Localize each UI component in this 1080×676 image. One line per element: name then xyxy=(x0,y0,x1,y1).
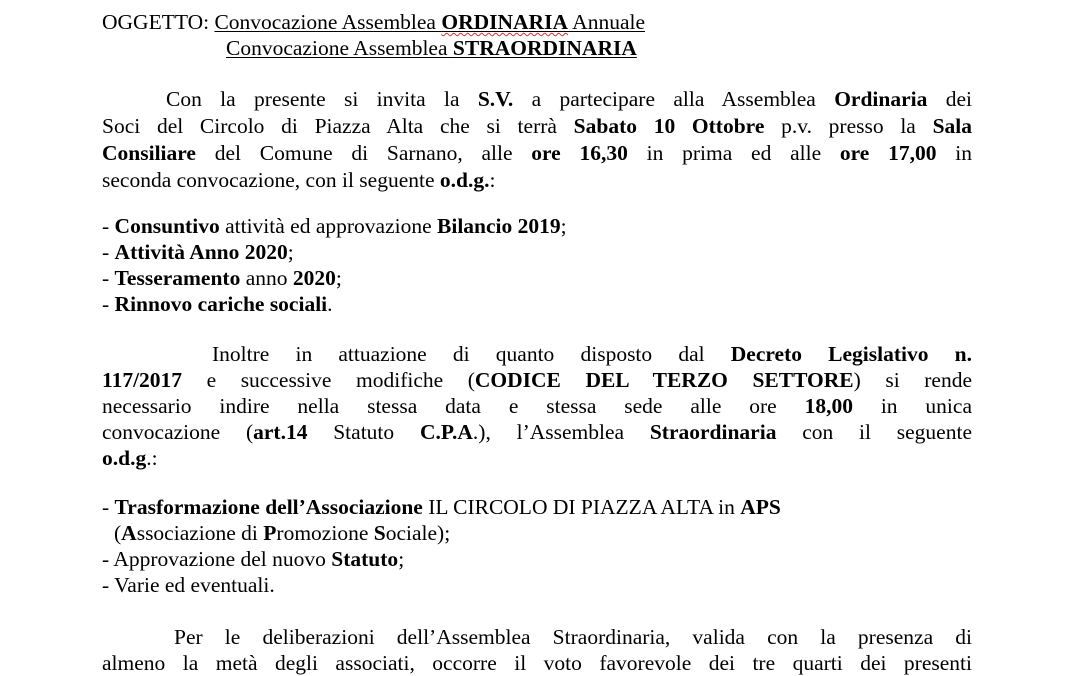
para1-line-4: seconda convocazione, con il seguente o.d.g.: xyxy=(102,168,496,192)
para1-line-2: Soci del Circolo di Piazza Alta che si terrà Sabato 10 Ottobre p.v. presso la Sala xyxy=(102,114,972,138)
para1-line-3: Consiliare del Comune di Sarnano, alle ore 16,30 in prima ed alle ore 17,00 in xyxy=(102,141,972,165)
subject-line-1 xyxy=(102,9,645,35)
subject-straordinaria: Convocazione Assemblea STRAORDINARIA xyxy=(226,36,637,60)
agenda1-item-3: - Tesseramento anno 2020; xyxy=(102,266,342,290)
para2-line-1: Inoltre in attuazione di quanto disposto dal Decreto Legislativo n. xyxy=(212,342,972,366)
subject-label: OGGETTO: xyxy=(102,10,210,34)
subject-ordinaria: Convocazione Assemblea ORDINARIA Annuale xyxy=(214,10,646,34)
para2-line-5: o.d.g.: xyxy=(102,446,158,470)
agenda2-item-2: - Approvazione del nuovo Statuto; xyxy=(102,547,405,571)
para2-line-4: convocazione (art.14 Statuto C.P.A.), l’Assemblea Straordinaria con il seguente xyxy=(102,420,972,444)
para2-line-2: 117/2017 e successive modifiche (CODICE DEL TERZO SETTORE) si rende xyxy=(102,368,972,392)
agenda1-item-4: - Rinnovo cariche sociali. xyxy=(102,292,333,316)
para2-line-3: necessario indire nella stessa data e stessa sede alle ore 18,00 in unica xyxy=(102,394,972,418)
para3-line-1: Per le deliberazioni dell’Assemblea Straordinaria, valida con la presenza di xyxy=(174,625,972,649)
agenda1-item-2: - Attività Anno 2020; xyxy=(102,240,294,264)
agenda2-item-1: - Trasformazione dell’Associazione IL CIRCOLO DI PIAZZA ALTA in APS xyxy=(102,495,781,519)
agenda2-item-3: - Varie ed eventuali. xyxy=(102,573,275,597)
agenda1-item-1: - Consuntivo attività ed approvazione Bilancio 2019; xyxy=(102,214,567,238)
para3-line-2: almeno la metà degli associati, occorre il voto favorevole dei tre quarti dei presenti xyxy=(102,651,972,675)
agenda2-item-1-continuation: (Associazione di Promozione Sociale); xyxy=(114,521,451,545)
para1-line-1: Con la presente si invita la S.V. a partecipare alla Assemblea Ordinaria dei xyxy=(166,87,972,111)
subject-line-2 xyxy=(226,35,637,61)
